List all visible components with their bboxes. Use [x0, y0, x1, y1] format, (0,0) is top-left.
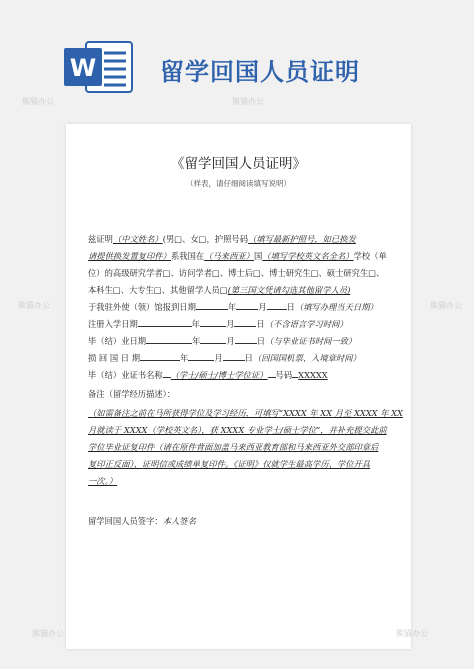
line-9	[88, 369, 328, 381]
field-certificate-number: XXXXX	[298, 370, 328, 380]
watermark-text: 熊猫办公	[22, 97, 54, 106]
text-country-prefix: 系我国在	[170, 251, 205, 261]
hint-enroll-date: （不含语言学习时间）	[264, 319, 348, 329]
document-title: 《留学回国人员证明》	[171, 156, 306, 172]
line-1	[88, 233, 356, 245]
signature-line	[88, 515, 196, 527]
hint-return-date: （回国国机票、入境章时间）	[252, 353, 361, 363]
note-line: 月就读于 XXXX（学校英文名），获 XXXX 专业学士/硕士学位”，并补充提交此前	[88, 425, 387, 435]
label-month: 月	[226, 336, 235, 346]
label-month: 月	[226, 319, 235, 329]
label-report-date: 于我驻外使（领）馆报到日期	[88, 302, 196, 312]
field-passport: （填写最新护照号，如已换发	[248, 234, 356, 244]
label-enroll-date: 注册入学日期	[88, 319, 138, 329]
line-7	[88, 335, 356, 347]
text-certify: 兹证明	[88, 234, 113, 244]
text-country-suffix: 国	[253, 251, 263, 261]
word-document-icon	[64, 40, 134, 94]
text-school-suffix: 学校（单	[353, 251, 387, 261]
label-return-date: 损 回 国 日 期	[88, 353, 141, 363]
label-certificate-number: 号码	[275, 370, 293, 380]
field-signature: 本人签名	[162, 516, 196, 526]
document-page	[66, 124, 411, 649]
label-month: 月	[214, 353, 223, 363]
label-certificate-name: 毕（结）业证书名称	[88, 370, 163, 380]
watermark-text: 熊猫办公	[396, 629, 428, 638]
hint-report-date: （填写办理当天日期）	[294, 302, 378, 312]
hint-graduation-date: （与毕业证书时间一致）	[265, 336, 357, 346]
line-3: 位）的高级研究学者□、访问学者□、博士后□、博士研究生□、硕士研究生□、	[88, 268, 385, 278]
field-certificate-name: （学士/硕士/博士学位证）	[170, 370, 268, 380]
label-day: 日	[256, 336, 266, 346]
label-year: 年	[227, 302, 237, 312]
watermark-text: 熊猫办公	[430, 301, 462, 310]
page-title: 留学回国人员证明	[160, 58, 360, 86]
label-day: 日	[244, 353, 253, 363]
word-icon-letter: W	[69, 54, 97, 82]
watermark-text: 熊猫办公	[32, 629, 64, 638]
document-subtitle: （样表，请仔细阅读填写说明）	[186, 179, 291, 188]
label-month: 月	[258, 302, 267, 312]
label-year: 年	[192, 336, 201, 346]
field-school: （填写学校英文名全名）	[262, 251, 354, 261]
line-8	[88, 352, 361, 364]
text-gender-passport: (男□、女□，护照号码	[162, 234, 248, 244]
watermark-text: 熊猫办公	[18, 301, 50, 310]
note-line: 一次。）	[88, 476, 118, 486]
label-year: 年	[191, 319, 201, 329]
field-chinese-name: （中文姓名）	[112, 234, 163, 244]
note-line: 复印正反面）、证明信或成绩单复印件。《证明》仅就学生最高学历、学位开具	[88, 459, 371, 469]
label-year: 年	[180, 353, 189, 363]
field-passport-note: 请提供换发置复印件）	[88, 251, 171, 261]
line-4	[88, 284, 350, 296]
note-line: （如需备注之前在马所获得学位及学习经历，可填写“XXXX 年 XX 月至 XXXX 年 XX	[88, 408, 403, 418]
remarks-label: 备注（留学经历描述）：	[88, 389, 176, 399]
watermark-text: 熊猫办公	[232, 97, 264, 106]
label-day: 日	[256, 319, 265, 329]
line-2	[88, 250, 387, 262]
line-6	[88, 318, 348, 330]
field-category-note: (第三国文凭请勾选其他留学人员)	[227, 285, 351, 295]
label-graduation-date: 毕（结）业日期	[88, 336, 147, 346]
text-categories: 本科生□、大专生□、其他留学人员□	[88, 285, 228, 295]
field-country: （马来西亚）	[204, 251, 254, 261]
line-5	[88, 301, 378, 313]
label-day: 日	[286, 302, 295, 312]
label-signature: 留学回国人员签字：	[88, 516, 163, 526]
note-line: 学位毕业证复印件（请在原件背面加盖马来西亚教育部和马来西亚外交部印章后	[88, 442, 379, 452]
